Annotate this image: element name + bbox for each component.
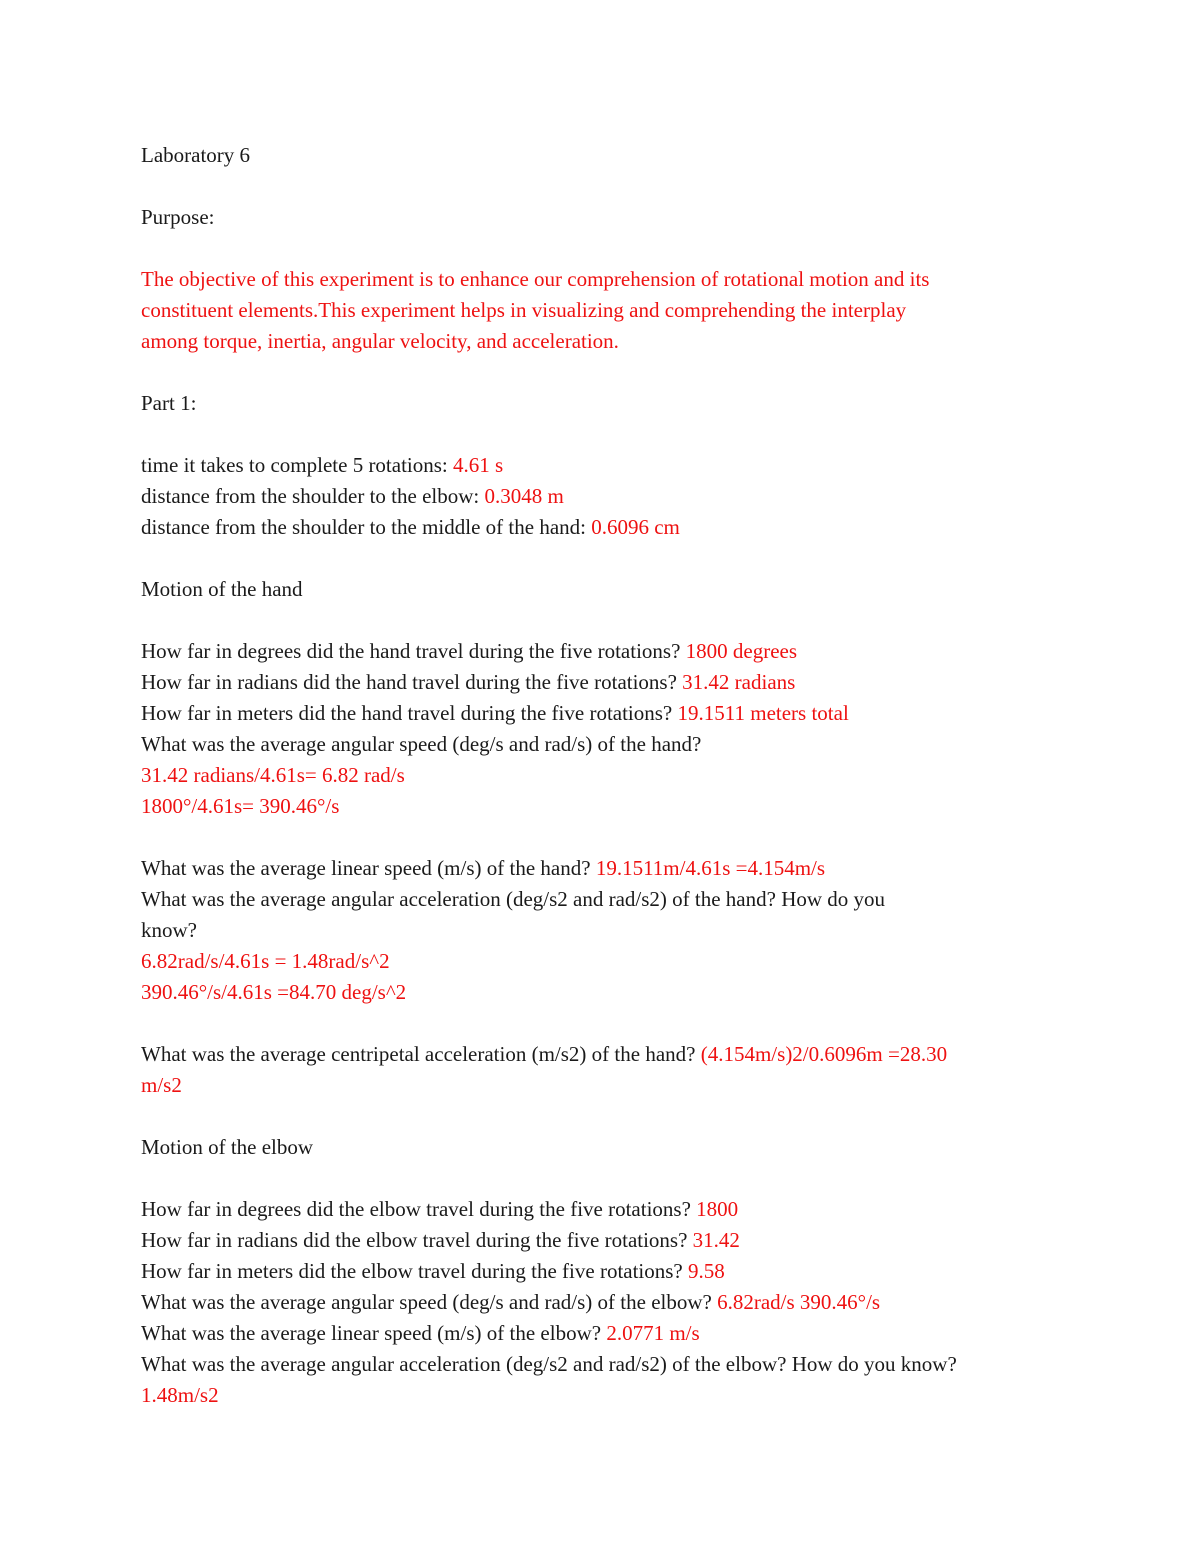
question-row xyxy=(141,1287,1071,1318)
question-text: How far in meters did the hand travel during the five rotations? xyxy=(141,701,678,725)
part1-heading: Part 1: xyxy=(141,391,197,415)
question-row xyxy=(141,1256,1071,1287)
question-text: What was the average centripetal acceleration (m/s2) of the hand? xyxy=(141,1042,701,1066)
question-row xyxy=(141,636,1071,667)
question-text: How far in radians did the elbow travel during the five rotations? xyxy=(141,1228,693,1252)
answer-text: m/s2 xyxy=(141,1073,182,1097)
purpose-text-line: among torque, inertia, angular velocity, and acceleration. xyxy=(141,329,619,353)
measurement-value: 0.6096 cm xyxy=(591,515,680,539)
answer-text: 31.42 radians xyxy=(682,670,796,694)
spacer xyxy=(141,822,1071,853)
answer-text: 1.48m/s2 xyxy=(141,1383,219,1407)
question-row xyxy=(141,667,1071,698)
measurement-value: 4.61 s xyxy=(453,453,504,477)
question-row xyxy=(141,1194,1071,1225)
question-text: How far in degrees did the hand travel during the five rotations? xyxy=(141,639,686,663)
purpose-text-line: The objective of this experiment is to enhance our comprehension of rotational motion and its xyxy=(141,267,930,291)
question-text: What was the average angular speed (deg/s and rad/s) of the hand? xyxy=(141,732,702,756)
answer-text: 31.42 radians/4.61s= 6.82 rad/s xyxy=(141,763,405,787)
spacer xyxy=(141,1163,1071,1194)
answer-text: 19.1511m/4.61s =4.154m/s xyxy=(595,856,826,880)
answer-text: (4.154m/s)2/0.6096m =28.30 xyxy=(700,1042,948,1066)
measurement-value: 0.3048 m xyxy=(484,484,564,508)
answer-text: 19.1511 meters total xyxy=(677,701,849,725)
measurement-row xyxy=(141,450,1071,481)
document-title: Laboratory 6 xyxy=(141,143,251,167)
spacer xyxy=(141,1008,1071,1039)
hand-section-heading: Motion of the hand xyxy=(141,577,303,601)
question-text: What was the average linear speed (m/s) of the hand? xyxy=(141,856,596,880)
spacer xyxy=(141,357,1071,388)
answer-text: 31.42 xyxy=(692,1228,740,1252)
question-text: How far in meters did the elbow travel during the five rotations? xyxy=(141,1259,689,1283)
question-text: What was the average angular acceleration (deg/s2 and rad/s2) of the elbow? How do you know? xyxy=(141,1352,957,1376)
spacer xyxy=(141,1101,1071,1132)
spacer xyxy=(141,233,1071,264)
elbow-section-heading: Motion of the elbow xyxy=(141,1135,314,1159)
answer-text: 390.46°/s/4.61s =84.70 deg/s^2 xyxy=(141,980,407,1004)
answer-text: 6.82rad/s/4.61s = 1.48rad/s^2 xyxy=(141,949,390,973)
measurement-label: distance from the shoulder to the middle of the hand: xyxy=(141,515,592,539)
answer-text: 1800°/4.61s= 390.46°/s xyxy=(141,794,340,818)
measurement-row xyxy=(141,481,1071,512)
question-row xyxy=(141,853,1071,884)
answer-text: 1800 xyxy=(696,1197,739,1221)
question-row xyxy=(141,1225,1071,1256)
purpose-text-line: constituent elements.This experiment helps in visualizing and comprehending the interplay xyxy=(141,298,907,322)
spacer xyxy=(141,605,1071,636)
measurement-row xyxy=(141,512,1071,543)
spacer xyxy=(141,543,1071,574)
spacer xyxy=(141,171,1071,202)
question-text: know? xyxy=(141,918,197,942)
answer-text: 1800 degrees xyxy=(685,639,798,663)
purpose-heading: Purpose: xyxy=(141,205,215,229)
question-text: How far in radians did the hand travel during the five rotations? xyxy=(141,670,683,694)
measurement-label: time it takes to complete 5 rotations: xyxy=(141,453,454,477)
answer-text: 9.58 xyxy=(688,1259,725,1283)
question-row xyxy=(141,1039,1071,1070)
answer-text: 2.0771 m/s xyxy=(606,1321,700,1345)
question-text: How far in degrees did the elbow travel during the five rotations? xyxy=(141,1197,697,1221)
measurement-label: distance from the shoulder to the elbow: xyxy=(141,484,485,508)
question-row xyxy=(141,698,1071,729)
answer-text: 6.82rad/s 390.46°/s xyxy=(717,1290,881,1314)
document-body xyxy=(141,140,1071,1411)
question-text: What was the average angular acceleration (deg/s2 and rad/s2) of the hand? How do you xyxy=(141,887,886,911)
question-text: What was the average angular speed (deg/s and rad/s) of the elbow? xyxy=(141,1290,718,1314)
question-row xyxy=(141,1318,1071,1349)
question-text: What was the average linear speed (m/s) of the elbow? xyxy=(141,1321,607,1345)
spacer xyxy=(141,419,1071,450)
